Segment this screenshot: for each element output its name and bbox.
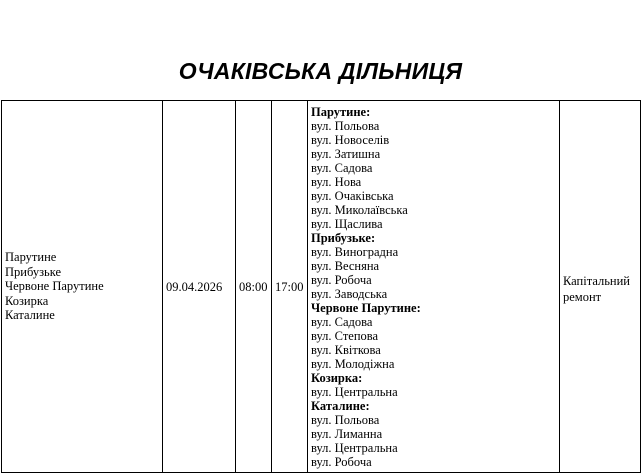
- street-item: вул. Заводська: [311, 287, 388, 301]
- street-item: вул. Садова: [311, 161, 373, 175]
- street-item: вул. Щаслива: [311, 217, 383, 231]
- street-item: вул. Весняна: [311, 259, 380, 273]
- note-cell: Капітальний ремонт: [560, 101, 641, 473]
- village-heading: Парутине:: [311, 105, 371, 119]
- page-title: ОЧАКІВСЬКА ДІЛЬНИЦЯ: [178, 58, 463, 84]
- street-item: вул. Садова: [311, 315, 373, 329]
- outage-table: [1, 100, 641, 473]
- time-to-cell: 17:00: [272, 101, 308, 473]
- street-item: вул. Виноградна: [311, 245, 399, 259]
- settlement-item: Козирка: [5, 293, 49, 308]
- street-item: вул. Лиманна: [311, 427, 383, 441]
- streets-cell: [308, 101, 560, 473]
- street-item: вул. Польова: [311, 413, 380, 427]
- village-heading: Козирка:: [311, 371, 363, 385]
- street-item: вул. Очаківська: [311, 189, 394, 203]
- village-heading: Каталине:: [311, 399, 370, 413]
- time-from-cell: 08:00: [236, 101, 272, 473]
- street-item: вул. Робоча: [311, 273, 372, 287]
- street-item: вул. Квіткова: [311, 343, 381, 357]
- street-item: вул. Миколаївська: [311, 203, 408, 217]
- settlement-item: Прибузьке: [5, 264, 62, 279]
- date-cell: 09.04.2026: [163, 101, 236, 473]
- settlements-cell: [2, 101, 163, 473]
- village-heading: Прибузьке:: [311, 231, 376, 245]
- street-item: вул. Робоча: [311, 455, 372, 469]
- street-item: вул. Степова: [311, 329, 379, 343]
- street-item: вул. Молодіжна: [311, 357, 395, 371]
- table-row: [2, 101, 641, 473]
- village-heading: Червоне Парутине:: [311, 301, 421, 315]
- street-item: вул. Затишна: [311, 147, 381, 161]
- street-item: вул. Нова: [311, 175, 362, 189]
- street-item: вул. Польова: [311, 119, 380, 133]
- street-item: вул. Центральна: [311, 441, 398, 455]
- settlement-item: Парутине: [5, 250, 57, 265]
- settlement-item: Каталине: [5, 308, 55, 323]
- settlement-item: Червоне Парутине: [5, 279, 104, 294]
- street-item: вул. Центральна: [311, 385, 398, 399]
- street-item: вул. Новоселів: [311, 133, 390, 147]
